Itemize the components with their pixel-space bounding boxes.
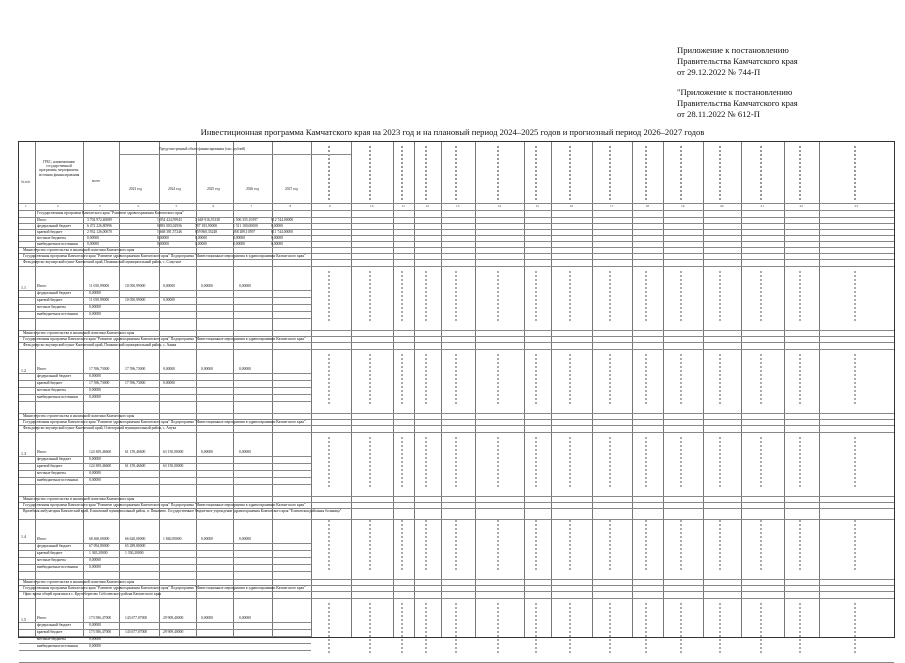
vertical-cell — [645, 354, 647, 404]
cell-value: 0,00000 — [89, 457, 101, 461]
subprogram-row: Государственная программа Камчатского края "Развитие здравоохранения Камчатского края" Подпрограмма "Инвестиционные мероприятия в здравоохранении Камчатского края" — [23, 337, 306, 341]
cell-value: 0,00000 — [89, 565, 101, 569]
row-divider — [19, 349, 894, 350]
cell-value: 11 050,99000 — [89, 284, 110, 288]
vertical-cell — [455, 437, 457, 487]
source-label: Итого — [37, 367, 47, 371]
header-total: всего — [92, 179, 101, 183]
cell-value: 0,00000 — [195, 236, 207, 240]
program-row: Государственная программа Камчатского края "Развитие здравоохранения Камчатского края" — [37, 211, 184, 215]
vertical-cell — [369, 603, 371, 653]
vertical-cell — [719, 437, 721, 487]
cell-value: 0,00000 — [239, 537, 251, 541]
source-label: внебюджетные источники — [37, 312, 78, 316]
row-divider — [19, 571, 311, 572]
cell-value: 0,00000 — [89, 471, 101, 475]
source-label: внебюджетные источники — [37, 644, 78, 648]
cell-value: 811 744,00000 — [271, 230, 293, 234]
annex-line: от 28.11.2022 № 612-П — [677, 109, 760, 120]
vertical-cell — [609, 603, 611, 653]
vertical-cell — [645, 520, 647, 570]
vertical-cell — [369, 354, 371, 404]
source-label: краевой бюджет — [37, 551, 63, 555]
cell-value: 63 150,00000 — [163, 464, 184, 468]
cell-value: 0,00000 — [239, 616, 251, 620]
row-divider — [19, 318, 311, 319]
vertical-column-header — [401, 146, 403, 200]
vertical-column-header — [680, 146, 682, 200]
vertical-cell — [425, 354, 427, 404]
vertical-cell — [569, 437, 571, 487]
annex-line: от 29.12.2022 № 744-П — [677, 67, 761, 78]
cell-value: 0,00000 — [201, 367, 213, 371]
source-label: внебюджетные источники — [37, 242, 78, 246]
column-number: 5 — [175, 204, 178, 208]
vertical-column-header — [535, 146, 537, 200]
cell-value: 0,00000 — [233, 236, 245, 240]
column-number: 8 — [289, 204, 292, 208]
cell-value: 0,00000 — [201, 537, 213, 541]
ministry-row: Министерство строительства и жилищной политики Камчатского края — [23, 331, 135, 335]
ministry-row: Министерство строительства и жилищной политики Камчатского края — [23, 248, 135, 252]
ministry-row: Министерство строительства и жилищной политики Камчатского края — [23, 414, 135, 418]
cell-value: 0,00000 — [89, 388, 101, 392]
source-label: Итого — [37, 284, 47, 288]
cell-value: 6 472 226,80996 — [87, 224, 112, 228]
cell-value: 0,00000 — [201, 450, 213, 454]
source-label: внебюджетные источники — [37, 395, 78, 399]
vertical-cell — [497, 271, 499, 321]
cell-value: 707 183,90000 — [195, 224, 218, 228]
vertical-column-header — [328, 146, 330, 200]
vertical-cell — [799, 354, 801, 404]
source-label: местные бюджеты — [37, 236, 66, 240]
vertical-column-header — [569, 146, 571, 200]
column-number: 23 — [854, 204, 858, 208]
vertical-cell — [680, 520, 682, 570]
vertical-cell — [680, 603, 682, 653]
object-row: Офис врача общей практики в с. Крутоберегово Соболевского района Камчатского края — [23, 592, 161, 596]
cell-value: 0,00000 — [163, 284, 175, 288]
cell-value: 143 677,07000 — [125, 630, 148, 634]
cell-value: 0,00000 — [157, 242, 169, 246]
column-number: 9 — [329, 204, 331, 208]
column-number: 18 — [645, 204, 649, 208]
cell-value: 61 159,46600 — [125, 464, 146, 468]
cell-value: 0,00000 — [89, 305, 101, 309]
cell-value: 0,00000 — [271, 242, 283, 246]
cell-value: 68 460,00000 — [89, 537, 110, 541]
vertical-cell — [609, 354, 611, 404]
cell-value: 124 309,46600 — [89, 464, 112, 468]
cell-value: 1 330,20000 — [125, 551, 144, 555]
vertical-column-header — [425, 146, 427, 200]
vertical-cell — [328, 271, 330, 321]
vertical-cell — [680, 354, 682, 404]
source-label: федеральный бюджет — [37, 623, 71, 627]
column-number: 21 — [760, 204, 764, 208]
source-label: местные бюджеты — [37, 637, 66, 641]
row-divider — [19, 550, 311, 551]
object-row: Фельдшерско-акушерский пункт Камчатский край, Пенжинский муниципальный район, с. Аянка — [23, 343, 177, 347]
cell-value: 11 050,99000 — [89, 298, 110, 302]
header-year: 2023 год — [129, 187, 142, 191]
vertical-cell — [369, 520, 371, 570]
cell-value: 0,00000 — [201, 616, 213, 620]
header-financing: Предусмотренный объем финансирования (тыс. рублей) — [159, 147, 246, 151]
block-divider — [19, 413, 894, 414]
column-number: 3 — [99, 204, 101, 208]
cell-value: 29 909,40000 — [163, 630, 184, 634]
cell-value: 0,00000 — [239, 367, 251, 371]
annex-line: Правительства Камчатского края — [677, 56, 798, 67]
cell-value: 10 050,99000 — [125, 284, 146, 288]
cell-value: 3 704 972,40689 — [87, 218, 112, 222]
cell-value: 0,00000 — [89, 478, 101, 482]
block-divider — [19, 330, 894, 331]
source-label: федеральный бюджет — [37, 374, 71, 378]
vertical-cell — [535, 603, 537, 653]
cell-value: 17 596,73000 — [125, 367, 146, 371]
vertical-cell — [369, 271, 371, 321]
column-number: 22 — [799, 204, 803, 208]
vertical-cell — [799, 271, 801, 321]
investment-table — [18, 141, 895, 648]
vertical-cell — [760, 437, 762, 487]
cell-value: 1 840,00000 — [163, 537, 182, 541]
cell-value: 0,00000 — [89, 637, 101, 641]
vertical-cell — [799, 603, 801, 653]
cell-value: 63 150,00000 — [163, 450, 184, 454]
column-number: 2 — [57, 204, 59, 208]
vertical-cell — [609, 520, 611, 570]
cell-value: 0,00000 — [89, 558, 101, 562]
row-divider — [19, 401, 311, 402]
cell-value: 0,00000 — [271, 236, 283, 240]
vertical-cell — [854, 271, 856, 321]
cell-value: 0,00000 — [239, 284, 251, 288]
ministry-row: Министерство строительства и жилищной политики Камчатского края — [23, 580, 135, 584]
subprogram-row: Государственная программа Камчатского края "Развитие здравоохранения Камчатского края" Подпрограмма "Инвестиционные мероприятия в здравоохранении Камчатского края" — [23, 254, 306, 258]
cell-value: 67 094,80000 — [89, 544, 110, 548]
column-number: 20 — [720, 204, 724, 208]
vertical-cell — [401, 271, 403, 321]
row-divider — [19, 223, 894, 224]
annex-line: Правительства Камчатского края — [677, 98, 798, 109]
source-label: федеральный бюджет — [37, 457, 71, 461]
cell-value: 143 677,07000 — [125, 616, 148, 620]
vertical-cell — [497, 354, 499, 404]
object-row: Фельдшерско-акушерский пункт Камчатский край, Пенжинский муниципальный район, с. Слаутное — [23, 260, 182, 264]
vertical-cell — [719, 271, 721, 321]
vertical-cell — [369, 437, 371, 487]
cell-value: 65 289,80000 — [125, 544, 146, 548]
column-number: 7 — [250, 204, 253, 208]
source-label: краевой бюджет — [37, 464, 63, 468]
column-number: 11 — [401, 204, 405, 208]
row-divider — [19, 217, 894, 218]
row-divider — [19, 266, 894, 267]
vertical-cell — [645, 271, 647, 321]
source-label: Итого — [37, 537, 47, 541]
object-row: Фельдшерско-акушерский пункт Камчатский край, Олюторский муниципальный район, с. Апука — [23, 426, 177, 430]
column-number: 19 — [681, 204, 685, 208]
cell-value: 1 648 916,55338 — [195, 218, 220, 222]
vertical-cell — [854, 603, 856, 653]
cell-value: 10 050,99000 — [125, 298, 146, 302]
cell-value: 0,00000 — [201, 284, 213, 288]
source-label: Итого — [37, 218, 47, 222]
vertical-cell — [854, 520, 856, 570]
cell-value: 912 744,00000 — [271, 218, 294, 222]
vertical-cell — [497, 603, 499, 653]
vertical-cell — [401, 603, 403, 653]
source-label: местные бюджеты — [37, 558, 66, 562]
vertical-cell — [455, 520, 457, 570]
vertical-cell — [328, 603, 330, 653]
vertical-cell — [680, 271, 682, 321]
block-number: 1.4 — [21, 534, 26, 539]
ministry-row: Министерство строительства и жилищной политики Камчатского края — [23, 497, 135, 501]
block-number: 1.3 — [21, 451, 26, 456]
row-divider — [19, 598, 894, 599]
vertical-cell — [425, 520, 427, 570]
vertical-cell — [425, 437, 427, 487]
vertical-cell — [497, 520, 499, 570]
header-year: 2026 год — [246, 187, 259, 191]
cell-value: 0,00000 — [87, 236, 99, 240]
cell-value: 0,00000 — [89, 374, 101, 378]
header-divider — [119, 154, 351, 155]
vertical-cell — [645, 603, 647, 653]
vertical-cell — [569, 354, 571, 404]
row-divider — [19, 235, 894, 236]
vertical-column-header — [645, 146, 647, 200]
annex-header-current — [677, 45, 827, 79]
subprogram-row: Государственная программа Камчатского края "Развитие здравоохранения Камчатского края" Подпрограмма "Инвестиционные мероприятия в здравоохранении Камчатского края" — [23, 503, 306, 507]
source-label: краевой бюджет — [37, 230, 63, 234]
vertical-cell — [760, 603, 762, 653]
column-number: 15 — [535, 204, 539, 208]
cell-value: 0,00000 — [163, 381, 175, 385]
cell-value: 17 596,73000 — [89, 381, 110, 385]
annex-line: Приложение к постановлению — [677, 45, 789, 55]
annex-header-previous — [677, 87, 827, 121]
column-number: 17 — [610, 204, 614, 208]
vertical-column-header — [760, 146, 762, 200]
column-number: 12 — [425, 204, 429, 208]
cell-value: 1 054 424,59943 — [157, 218, 182, 222]
vertical-column-header — [369, 146, 371, 200]
cell-value: 124 309,46600 — [89, 450, 112, 454]
cell-value: 0,00000 — [89, 291, 101, 295]
cell-value: 0,00000 — [271, 224, 283, 228]
source-label: краевой бюджет — [37, 298, 63, 302]
vertical-cell — [799, 437, 801, 487]
column-number: 1 — [25, 204, 27, 208]
header-year: 2024 год — [168, 187, 181, 191]
vertical-cell — [680, 437, 682, 487]
vertical-cell — [760, 520, 762, 570]
cell-value: 2 932 126,00670 — [87, 230, 112, 234]
row-divider — [19, 229, 894, 230]
vertical-cell — [328, 354, 330, 404]
cell-value: 1 668 381,57246 — [157, 230, 182, 234]
cell-value: 268 289,10597 — [233, 230, 256, 234]
row-divider — [19, 484, 311, 485]
column-number: 14 — [497, 204, 501, 208]
cell-value: 173 586,47000 — [89, 616, 112, 620]
column-number: 13 — [456, 204, 460, 208]
cell-value: 0,00000 — [239, 450, 251, 454]
cell-value: 0,00000 — [89, 623, 101, 627]
vertical-cell — [328, 520, 330, 570]
vertical-cell — [854, 437, 856, 487]
row-divider — [19, 650, 311, 651]
block-number: 1.2 — [21, 368, 26, 373]
source-label: краевой бюджет — [37, 630, 63, 634]
row-divider — [19, 432, 894, 433]
block-number: 1.5 — [21, 617, 26, 622]
cell-value: 0 881 083,02956 — [157, 224, 182, 228]
block-number: 1.1 — [21, 285, 26, 290]
vertical-cell — [719, 354, 721, 404]
cell-value: 17 596,73000 — [125, 381, 146, 385]
object-row: Врачебная амбулатория Камчатский край, Елизовский муниципальный район, п. Пиначево. Государственное бюджетное учреждение здравоохранения Камчатского края "Елизовская районная больница" — [23, 509, 342, 513]
vertical-cell — [609, 437, 611, 487]
column-number: 4 — [137, 204, 139, 208]
source-label: Итого — [37, 616, 47, 620]
cell-value: 0,00000 — [233, 242, 245, 246]
vertical-cell — [719, 520, 721, 570]
vertical-cell — [760, 354, 762, 404]
source-label: местные бюджеты — [37, 388, 66, 392]
document-title: Инвестиционная программа Камчатского края на 2023 год и на плановый период 2024–2025 годов и прогнозный период 2026–2027 годов — [200, 127, 705, 137]
vertical-cell — [799, 520, 801, 570]
source-label: федеральный бюджет — [37, 224, 71, 228]
column-number: 10 — [370, 204, 374, 208]
cell-value: 0,00000 — [89, 644, 101, 648]
source-label: Итого — [37, 450, 47, 454]
row-divider — [19, 247, 894, 248]
column-number: 6 — [212, 204, 215, 208]
cell-value: 1 506 355,10597 — [233, 218, 258, 222]
vertical-cell — [535, 271, 537, 321]
cell-value: 0,00000 — [89, 312, 101, 316]
cell-value: 0,00000 — [157, 236, 169, 240]
vertical-cell — [455, 603, 457, 653]
cell-value: 659 860,35248 — [195, 230, 218, 234]
header-number: № п/п — [21, 180, 31, 184]
vertical-cell — [854, 354, 856, 404]
vertical-cell — [497, 437, 499, 487]
vertical-column-header — [455, 146, 457, 200]
cell-value: 61 159,46600 — [125, 450, 146, 454]
vertical-cell — [328, 437, 330, 487]
vertical-cell — [535, 354, 537, 404]
vertical-cell — [425, 603, 427, 653]
cell-value: 0,00000 — [163, 367, 175, 371]
vertical-column-header — [497, 146, 499, 200]
cell-value: 0,00000 — [163, 298, 175, 302]
cell-value: 0,00000 — [87, 242, 99, 246]
vertical-cell — [455, 354, 457, 404]
cell-value: 17 596,73000 — [89, 367, 110, 371]
source-label: краевой бюджет — [37, 381, 63, 385]
row-divider — [19, 241, 894, 242]
source-label: внебюджетные источники — [37, 565, 78, 569]
vertical-cell — [425, 271, 427, 321]
cell-value: 66 620,00000 — [125, 537, 146, 541]
vertical-cell — [719, 603, 721, 653]
source-label: внебюджетные источники — [37, 478, 78, 482]
header-year: 2027 год — [285, 187, 298, 191]
source-label: федеральный бюджет — [37, 291, 71, 295]
cell-value: 1 311 100,00000 — [233, 224, 258, 228]
cell-value: 173 586,47000 — [89, 630, 112, 634]
vertical-cell — [645, 437, 647, 487]
block-divider — [19, 579, 894, 580]
vertical-cell — [535, 520, 537, 570]
cell-value: 0,00000 — [195, 242, 207, 246]
vertical-cell — [455, 271, 457, 321]
vertical-cell — [609, 271, 611, 321]
vertical-column-header — [854, 146, 856, 200]
vertical-cell — [401, 520, 403, 570]
source-label: местные бюджеты — [37, 471, 66, 475]
subprogram-row: Государственная программа Камчатского края "Развитие здравоохранения Камчатского края" Подпрограмма "Инвестиционные мероприятия в здравоохранении Камчатского края" — [23, 586, 306, 590]
column-number: 16 — [569, 204, 573, 208]
cell-value: 29 909,40000 — [163, 616, 184, 620]
vertical-cell — [569, 271, 571, 321]
vertical-cell — [569, 603, 571, 653]
header-year: 2025 год — [207, 187, 220, 191]
vertical-cell — [569, 520, 571, 570]
subprogram-row: Государственная программа Камчатского края "Развитие здравоохранения Камчатского края" Подпрограмма "Инвестиционные мероприятия в здравоохранении Камчатского края" — [23, 420, 306, 424]
vertical-column-header — [799, 146, 801, 200]
vertical-column-header — [609, 146, 611, 200]
vertical-cell — [535, 437, 537, 487]
vertical-cell — [760, 271, 762, 321]
cell-value: 0,00000 — [89, 395, 101, 399]
cell-value: 1 365,20000 — [89, 551, 108, 555]
source-label: федеральный бюджет — [37, 544, 71, 548]
header-name: ГРБС, наименование государственной программы, мероприятия, источник финансирования — [38, 160, 80, 177]
vertical-cell — [401, 437, 403, 487]
block-divider — [19, 496, 894, 497]
source-label: местные бюджеты — [37, 305, 66, 309]
annex-line: "Приложение к постановлению — [677, 87, 793, 97]
vertical-cell — [401, 354, 403, 404]
vertical-column-header — [719, 146, 721, 200]
